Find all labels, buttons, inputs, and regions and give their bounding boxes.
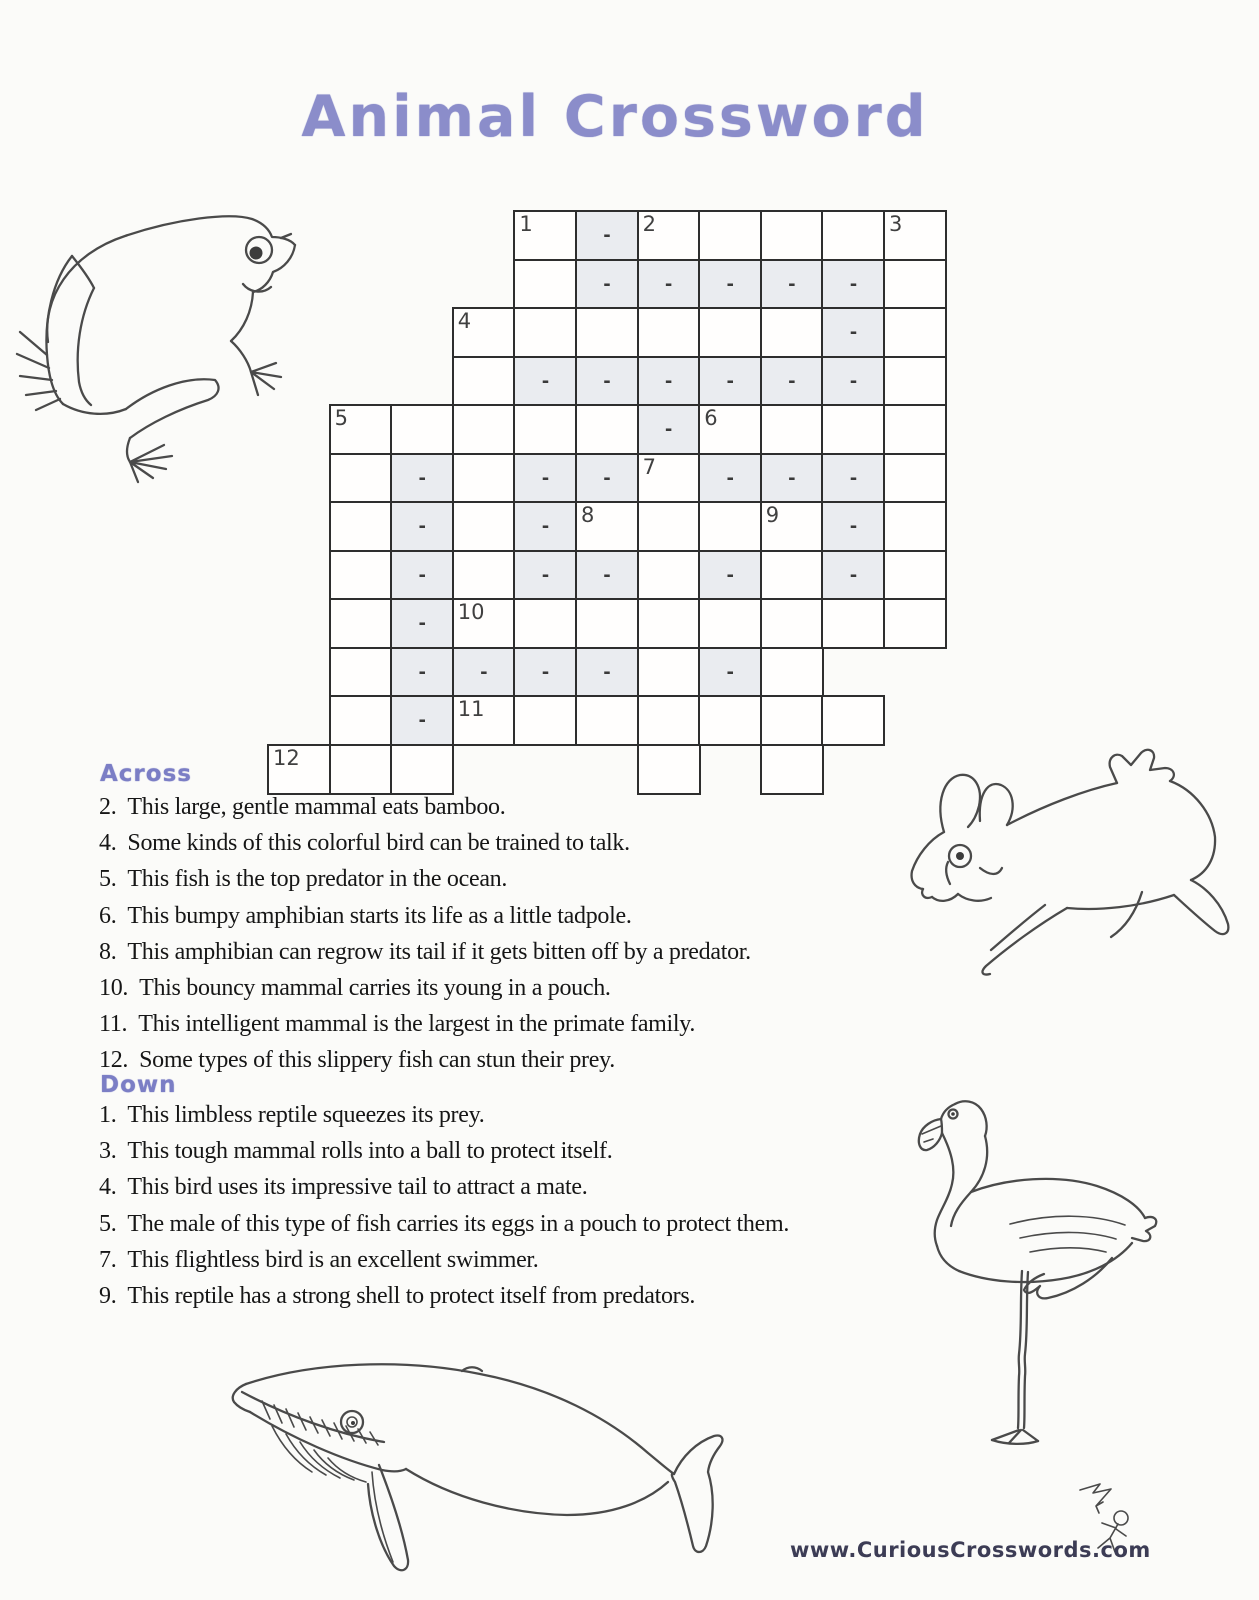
grid-cell-answer[interactable] [760,404,824,455]
grid-cell-blocked [821,259,885,310]
grid-cell-answer[interactable] [821,210,885,261]
grid-cell-blocked [821,356,885,407]
grid-cell-answer[interactable] [329,453,393,504]
grid-cell-answer[interactable] [698,695,762,746]
across-clues [99,794,919,1084]
grid-cell-answer[interactable] [575,695,639,746]
clue-across-10 [99,975,919,1011]
clue-across-6 [99,903,919,939]
grid-cell-answer[interactable] [637,453,701,504]
grid-cell-answer[interactable] [883,404,947,455]
grid-cell-answer[interactable] [883,550,947,601]
blocked-cell-mark: - [541,516,550,537]
grid-cell-blocked [821,453,885,504]
grid-cell-answer[interactable] [513,695,577,746]
grid-cell-answer[interactable] [513,404,577,455]
blocked-cell-mark: - [726,370,734,392]
grid-cell-answer[interactable] [883,356,947,407]
blocked-cell-mark: - [418,564,426,586]
blocked-cell-mark: - [603,273,611,295]
grid-cell-number: 4 [457,309,472,333]
grid-cell-answer[interactable] [760,501,824,552]
clue-across-2 [99,794,919,830]
clue-number: 6. [99,902,117,929]
blocked-cell-mark: - [849,370,858,392]
clue-down-7 [99,1247,919,1283]
grid-cell-blocked [575,647,639,698]
grid-cell-answer[interactable] [698,404,762,455]
clue-down-9 [99,1283,919,1319]
blocked-cell-mark: - [726,467,734,489]
clue-text: The male of this type of fish carries its eggs in a pouch to protect them. [127,1210,790,1237]
grid-cell-blocked [698,259,762,310]
blocked-cell-mark: - [849,467,858,489]
clue-text: This tough mammal rolls into a ball to protect itself. [127,1138,613,1165]
blocked-cell-mark: - [664,273,673,295]
blocked-cell-mark: - [480,661,488,683]
blocked-cell-mark: - [726,661,734,683]
blocked-cell-mark: - [788,467,796,489]
clue-text: This intelligent mammal is the largest in the primate family. [138,1011,696,1038]
grid-cell-answer[interactable] [513,210,577,261]
clue-text: This reptile has a strong shell to protect itself from predators. [127,1282,696,1309]
grid-cell-answer[interactable] [698,501,762,552]
grid-cell-number: 12 [273,745,300,770]
grid-cell-answer[interactable] [698,307,762,358]
grid-cell-answer[interactable] [698,598,762,649]
grid-cell-answer[interactable] [267,744,331,795]
grid-cell-number: 7 [642,454,656,479]
grid-cell-answer[interactable] [637,598,701,649]
frog-illustration [12,192,302,487]
blocked-cell-mark: - [603,661,611,683]
clue-down-1 [99,1102,919,1138]
grid-cell-blocked [637,404,701,455]
blocked-cell-mark: - [849,564,858,586]
grid-cell-number: 9 [765,503,780,527]
grid-cell-blocked [513,550,577,601]
clue-number: 5. [99,1210,117,1237]
grid-cell-blocked [698,647,762,698]
grid-cell-answer[interactable] [760,647,824,698]
clue-text: Some kinds of this colorful bird can be trained to talk. [127,830,630,857]
rabbit-illustration [880,726,1240,976]
grid-cell-answer[interactable] [390,404,454,455]
flamingo-illustration [862,1066,1162,1446]
grid-cell-answer[interactable] [575,501,639,552]
grid-cell-blocked [698,550,762,601]
across-heading: Across [100,761,192,787]
grid-cell-number: 10 [457,600,485,624]
grid-cell-blocked [698,453,762,504]
grid-cell-blocked [390,453,454,504]
grid-cell-blocked [637,356,701,407]
blocked-cell-mark: - [788,273,796,295]
grid-cell-answer[interactable] [329,647,393,698]
grid-cell-answer[interactable] [452,550,516,601]
grid-cell-number: 11 [457,697,485,721]
clue-text: This amphibian can regrow its tail if it gets bitten off by a predator. [127,938,751,965]
clue-across-5 [99,866,919,902]
blocked-cell-mark: - [603,225,611,246]
clue-number: 1. [99,1102,117,1128]
clue-number: 9. [99,1282,117,1309]
blocked-cell-mark: - [418,516,426,537]
grid-cell-blocked [821,501,885,552]
grid-cell-answer[interactable] [452,307,516,358]
website-url: www.CuriousCrosswords.com [790,1538,1151,1562]
grid-cell-number: 1 [519,212,533,236]
blocked-cell-mark: - [603,467,611,489]
grid-cell-answer[interactable] [513,307,577,358]
grid-cell-blocked [637,259,701,310]
grid-cell-blocked [760,259,824,310]
grid-cell-blocked [575,453,639,504]
grid-cell-blocked [698,356,762,407]
blocked-cell-mark: - [418,710,426,731]
blocked-cell-mark: - [603,564,611,586]
grid-cell-answer[interactable] [575,307,639,358]
clue-across-4 [99,830,919,866]
blocked-cell-mark: - [541,370,550,392]
grid-cell-answer[interactable] [452,501,516,552]
grid-cell-answer[interactable] [452,598,516,649]
clue-text: This bouncy mammal carries its young in a pouch. [139,974,611,1001]
clue-text: Some types of this slippery fish can stun their prey. [139,1047,615,1074]
grid-cell-answer[interactable] [760,695,824,746]
grid-cell-answer[interactable] [760,598,824,649]
clue-text: This large, gentle mammal eats bamboo. [127,794,506,820]
blocked-cell-mark: - [664,370,673,392]
grid-cell-answer[interactable] [760,744,824,795]
clue-number: 5. [99,866,117,893]
grid-cell-blocked [513,356,577,407]
crossword-grid [267,210,945,792]
grid-cell-answer[interactable] [513,598,577,649]
clue-text: This bird uses its impressive tail to attract a mate. [127,1174,588,1201]
grid-cell-number: 6 [704,406,718,430]
blocked-cell-mark: - [418,613,426,634]
grid-cell-answer[interactable] [637,744,701,795]
clue-text: This bumpy amphibian starts its life as a little tadpole. [127,902,632,929]
grid-cell-blocked [575,259,639,310]
grid-cell-answer[interactable] [513,259,577,310]
grid-cell-blocked [390,550,454,601]
clue-number: 2. [99,794,117,820]
grid-cell-blocked [390,501,454,552]
grid-cell-answer[interactable] [329,598,393,649]
clue-text: This fish is the top predator in the ocean. [127,866,508,893]
clue-text: This flightless bird is an excellent swimmer. [127,1246,539,1273]
blocked-cell-mark: - [541,661,550,683]
grid-cell-blocked [575,210,639,261]
grid-cell-answer[interactable] [637,210,701,261]
clue-number: 7. [99,1246,117,1273]
whale-illustration [212,1322,732,1582]
clue-number: 11. [99,1011,128,1038]
grid-cell-blocked [821,550,885,601]
clue-down-4 [99,1174,919,1210]
blocked-cell-mark: - [418,661,426,683]
grid-cell-answer[interactable] [883,307,947,358]
clue-down-5 [99,1211,919,1247]
blocked-cell-mark: - [849,273,858,295]
grid-cell-number: 3 [889,212,903,236]
grid-cell-answer[interactable] [760,550,824,601]
clue-across-8 [99,939,919,975]
blocked-cell-mark: - [849,322,858,343]
grid-cell-blocked [390,695,454,746]
clue-number: 4. [99,830,117,857]
blocked-cell-mark: - [664,419,673,440]
grid-cell-blocked [390,598,454,649]
grid-cell-answer[interactable] [452,695,516,746]
grid-cell-number: 5 [334,406,348,430]
blocked-cell-mark: - [726,564,734,586]
clue-number: 8. [99,938,117,965]
blocked-cell-mark: - [788,370,796,392]
down-clues [99,1102,919,1319]
grid-cell-answer[interactable] [329,744,393,795]
grid-cell-answer[interactable] [760,210,824,261]
grid-cell-blocked [513,453,577,504]
grid-cell-answer[interactable] [637,307,701,358]
grid-cell-answer[interactable] [883,210,947,261]
clue-number: 3. [99,1138,117,1165]
grid-cell-answer[interactable] [883,259,947,310]
blocked-cell-mark: - [418,467,426,489]
page-title: Animal Crossword [301,84,929,150]
grid-cell-answer[interactable] [452,356,516,407]
grid-cell-answer[interactable] [329,404,393,455]
blocked-cell-mark: - [603,370,611,392]
grid-cell-answer[interactable] [883,598,947,649]
grid-cell-answer[interactable] [390,744,454,795]
clue-number: 12. [99,1047,129,1074]
blocked-cell-mark: - [541,564,550,586]
blocked-cell-mark: - [849,516,858,537]
grid-cell-answer[interactable] [575,598,639,649]
grid-cell-answer[interactable] [883,453,947,504]
grid-cell-answer[interactable] [329,695,393,746]
grid-cell-answer[interactable] [637,501,701,552]
clue-number: 10. [99,974,129,1001]
grid-cell-answer[interactable] [883,501,947,552]
clue-across-12 [99,1047,919,1083]
grid-cell-blocked [390,647,454,698]
grid-cell-blocked [575,356,639,407]
grid-cell-number: 2 [642,212,656,236]
grid-cell-answer[interactable] [452,404,516,455]
grid-cell-answer[interactable] [821,404,885,455]
down-heading: Down [100,1072,177,1098]
grid-cell-answer[interactable] [698,210,762,261]
grid-cell-answer[interactable] [637,647,701,698]
grid-cell-answer[interactable] [637,550,701,601]
grid-cell-number: 8 [581,503,595,527]
clue-down-3 [99,1138,919,1174]
grid-cell-blocked [575,550,639,601]
grid-cell-blocked [513,647,577,698]
grid-cell-blocked [821,307,885,358]
clue-text: This limbless reptile squeezes its prey. [127,1102,485,1128]
clue-number: 4. [99,1174,117,1201]
blocked-cell-mark: - [541,467,550,489]
grid-cell-answer[interactable] [575,404,639,455]
grid-cell-blocked [513,501,577,552]
grid-cell-answer[interactable] [329,550,393,601]
grid-cell-blocked [760,356,824,407]
grid-cell-blocked [452,647,516,698]
grid-cell-blocked [760,453,824,504]
grid-cell-answer[interactable] [637,695,701,746]
grid-cell-answer[interactable] [821,598,885,649]
grid-cell-answer[interactable] [329,501,393,552]
blocked-cell-mark: - [726,273,734,295]
grid-cell-answer[interactable] [452,453,516,504]
grid-cell-answer[interactable] [821,695,885,746]
clue-across-11 [99,1011,919,1047]
grid-cell-answer[interactable] [760,307,824,358]
